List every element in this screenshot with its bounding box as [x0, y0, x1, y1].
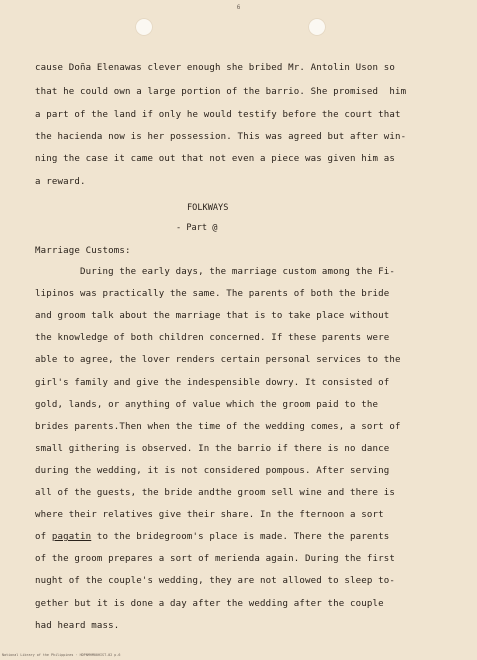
footer-text: National Library of the Philippines · HDPNMHM00HIST-02 p.6 — [2, 653, 121, 657]
body-line: lipinos was practically the same. The parents of both the bride — [35, 289, 390, 300]
intro-line: a part of the land if only he would testify before the court that — [35, 110, 401, 120]
page-number: 6 — [236, 4, 241, 11]
body-line: gether but it is done a day after the wedding after the couple — [35, 598, 384, 609]
intro-line: the hacienda now is her possession. This was agreed but after win- — [35, 132, 407, 142]
section-title: FOLKWAYS — [187, 203, 229, 213]
body-line: where their relatives give their share. In the fternoon a sort — [35, 510, 384, 521]
subheading: Marriage Customs: — [35, 246, 131, 256]
body-line: girl's family and give the indespensible dowry. It consisted of — [35, 377, 390, 388]
punch-hole-right — [308, 18, 326, 36]
body-line: able to agree, the lover renders certain personal services to the — [35, 355, 401, 366]
body-line: had heard mass. — [35, 620, 120, 631]
intro-line: a reward. — [35, 177, 86, 187]
underlined-word: pagatin — [51, 532, 92, 543]
body-line: during the wedding, it is not considered pompous. After serving — [35, 465, 390, 476]
body-line: During the early days, the marriage custom among the Fi- — [35, 267, 395, 277]
intro-line: cause Doña Elenawas clever enough she bribed Mr. Antolin Uson so — [35, 63, 395, 73]
body-line: small githering is observed. In the barrio if there is no dance — [35, 443, 390, 454]
body-line: the knowledge of both children concerned. If these parents were — [35, 333, 390, 344]
intro-line: that he could own a large portion of the barrio. She promised him — [35, 87, 407, 97]
body-line: gold, lands, or anything of value which the groom paid to the — [35, 399, 379, 410]
body-line: all of the guests, the bride andthe groom sell wine and there is — [35, 488, 395, 498]
body-line: and groom talk about the marriage that is to take place without — [35, 311, 390, 322]
body-line: of the groom prepares a sort of merienda again. During the first — [35, 554, 395, 565]
body-line: brides parents.Then when the time of the wedding comes, a sort of — [35, 421, 401, 432]
body-line: nught of the couple's wedding, they are not allowed to sleep to- — [35, 576, 395, 587]
intro-line: ning the case it came out that not even a piece was given him as — [35, 154, 395, 164]
body-line: of pagatin to the bridegroom's place is made. There the parents — [35, 532, 390, 543]
section-part: - Part @ — [176, 223, 218, 233]
punch-hole-left — [135, 18, 153, 36]
